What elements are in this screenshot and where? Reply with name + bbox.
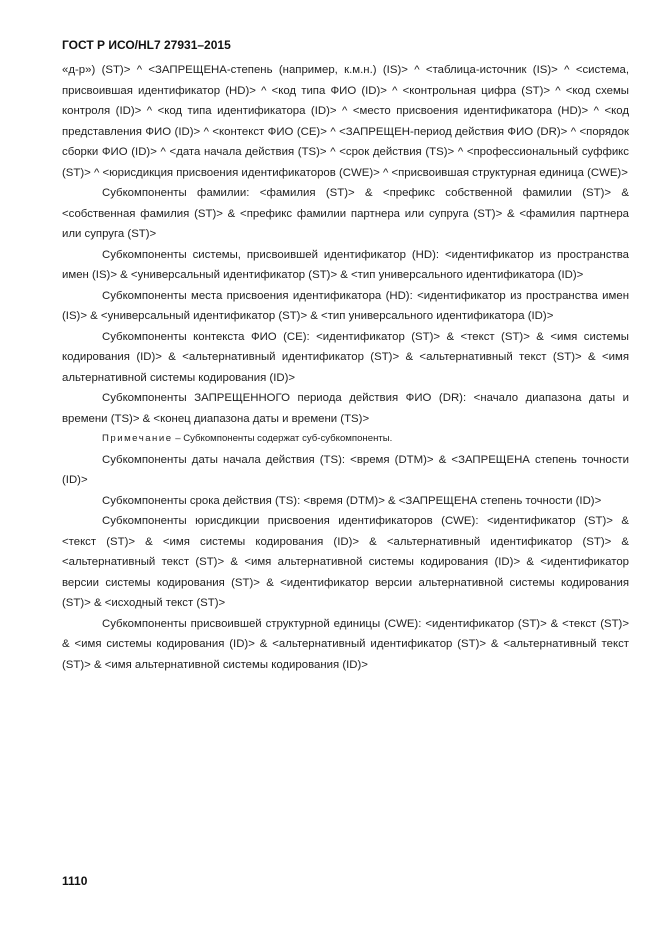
paragraph-assigning-system-subcomponents: Субкомпоненты системы, присвоившей идентификатор (HD): <идентификатор из пространства имен (IS)> & <универсальный идентификатор (ST)> & <тип универсального идентификатора (ID)> [62, 248, 629, 281]
paragraph-assigning-place-subcomponents: Субкомпоненты места присвоения идентификатора (HD): <идентификатор из пространства имен (IS)> & <универсальный идентификатор (ST)> & <тип универсального идентификатора (ID)> [62, 289, 629, 322]
paragraph-expiration-date-subcomponents: Субкомпоненты срока действия (TS): <время (DTM)> & <ЗАПРЕЩЕНА степень точности (ID)> [102, 494, 602, 507]
paragraph-assigning-unit-subcomponents: Субкомпоненты присвоившей структурной единицы (CWE): <идентификатор (ST)> & <текст (ST)> & <имя системы кодирования (ID)> & <альтернативный идентификатор (ST)> & <альтернативный текст (ST)> & <имя альтернативной системы кодирования (ID)> [62, 617, 629, 671]
note [62, 429, 629, 450]
paragraph-name-context-subcomponents: Субкомпоненты контекста ФИО (CE): <идентификатор (ST)> & <текст (ST)> & <имя системы кодирования (ID)> & <альтернативный идентификатор (ST)> & <альтернативный текст (ST)> & <имя альтернативной системы кодирования (ID)> [62, 330, 629, 384]
body-text [62, 60, 629, 675]
note-text: – Субкомпоненты содержат суб-субкомпоненты. [172, 433, 393, 444]
paragraph-effective-date-subcomponents: Субкомпоненты даты начала действия (TS): <время (DTM)> & <ЗАПРЕЩЕНА степень точности (ID)> [62, 453, 629, 486]
paragraph-name-validity-range-subcomponents: Субкомпоненты ЗАПРЕЩЕННОГО периода действия ФИО (DR): <начало диапазона даты и времени (TS)> & <конец диапазона даты и времени (TS)> [62, 392, 629, 425]
page-number: 1110 [62, 874, 88, 888]
note-label: Примечание [102, 433, 173, 444]
paragraph-jurisdiction-subcomponents: Субкомпоненты юрисдикции присвоения идентификаторов (CWE): <идентификатор (ST)> & <текст (ST)> & <имя системы кодирования (ID)> & <альтернативный идентификатор (ST)> & <альтернативный текст (ST)> & <имя альтернативной системы кодирования (ID)> & <идентификатор версии системы кодирования (ST)> & <идентификатор версии альтернативной системы кодирования (ST)> & <исходный текст (ST)> [62, 515, 629, 609]
paragraph-surname-subcomponents: Субкомпоненты фамилии: <фамилия (ST)> & <префикс собственной фамилии (ST)> & <собственная фамилия (ST)> & <префикс фамилии партнера или супруга (ST)> & <фамилия партнера или супруга (ST)> [62, 187, 629, 240]
standard-header: ГОСТ Р ИСО/HL7 27931–2015 [62, 38, 231, 52]
paragraph-continuation: «д-р») (ST)> ^ <ЗАПРЕЩЕНА-степень (например, к.м.н.) (IS)> ^ <таблица-источник (IS)> ^ <система, присвоившая идентификатор (HD)> ^ <код типа ФИО (ID)> ^ <контрольная цифра (ST)> ^ <код схемы контроля (ID)> ^ <код типа идентификатора (ID)> ^ <место присвоения идентификатора (HD)> ^ <код представления ФИО (ID)> ^ <контекст ФИО (CE)> ^ <ЗАПРЕЩЕН-период действия ФИО (DR)> ^ <порядок сборки ФИО (ID)> ^ <дата начала действия (TS)> ^ <срок действия (TS)> ^ <профессиональный суффикс (ST)> ^ <юрисдикция присвоения идентификаторов (CWE)> ^ <присвоившая структурная единица (CWE)> [62, 64, 629, 179]
